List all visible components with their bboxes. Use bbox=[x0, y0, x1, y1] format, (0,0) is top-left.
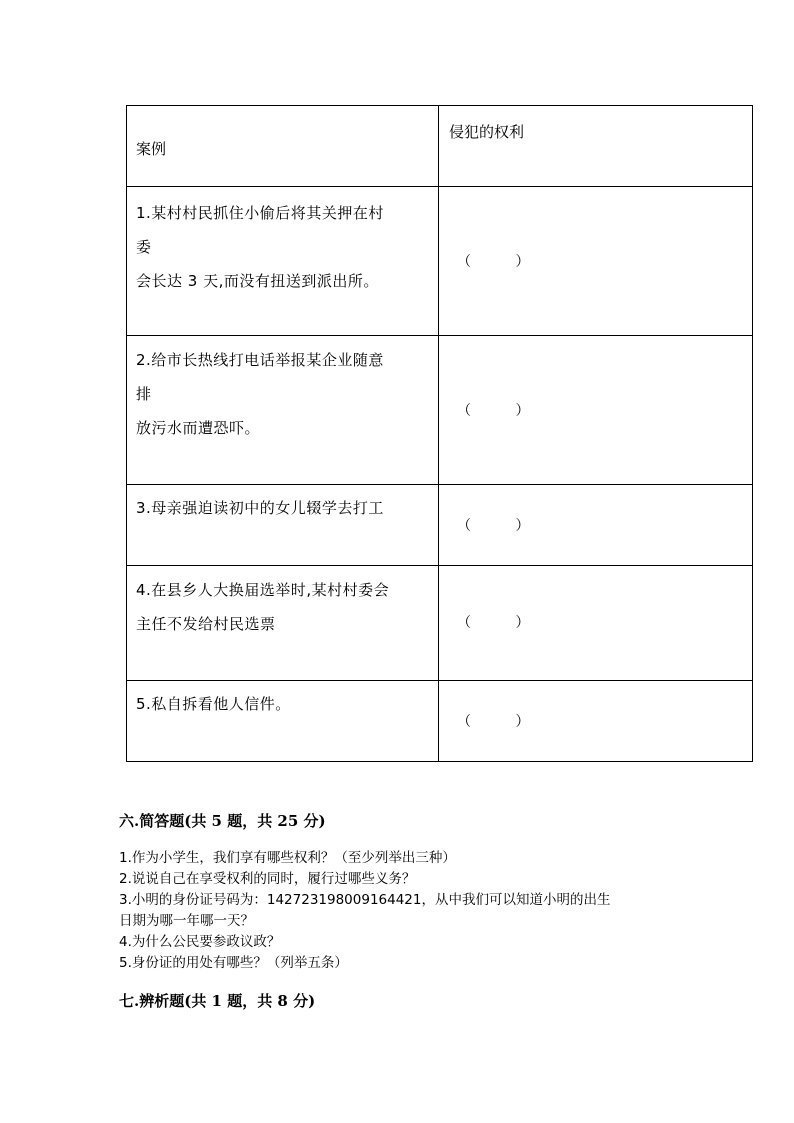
answer-blank[interactable]: （ ） bbox=[457, 518, 530, 534]
question-item: 2.说说自己在享受权利的同时，履行过哪些义务？ bbox=[119, 871, 416, 887]
answer-cell bbox=[439, 187, 753, 336]
case-line: 4.在县乡人大换届选举时,某村村委会 bbox=[136, 581, 390, 599]
table-row bbox=[127, 336, 753, 485]
case-line: 放污水而遭恐吓。 bbox=[136, 419, 261, 437]
header-right-label: 侵犯的权利 bbox=[449, 123, 525, 141]
answer-cell bbox=[439, 336, 753, 485]
case-line: 排 bbox=[136, 385, 152, 403]
header-case-label: 案例 bbox=[136, 140, 167, 158]
question-item: 5.身份证的用处有哪些？（列举五条） bbox=[119, 955, 348, 971]
case-cell bbox=[127, 187, 439, 336]
case-line: 1.某村村民抓住小偷后将其关押在村 bbox=[136, 204, 384, 222]
case-text bbox=[136, 687, 432, 721]
case-text bbox=[136, 343, 432, 445]
answer-cell bbox=[439, 681, 753, 762]
answer-blank[interactable]: （ ） bbox=[457, 403, 530, 419]
header-right-cell bbox=[439, 106, 753, 187]
case-cell bbox=[127, 485, 439, 566]
case-line: 5.私自拆看他人信件。 bbox=[136, 695, 291, 713]
question-item: 1.作为小学生，我们享有哪些权利？（至少列举出三种） bbox=[119, 850, 456, 866]
case-line: 2.给市长热线打电话举报某企业随意 bbox=[136, 351, 384, 369]
case-line: 会长达 3 天,而没有扭送到派出所。 bbox=[136, 272, 379, 290]
section-7-title: 七.辨析题(共 1 题，共 8 分) bbox=[119, 992, 316, 1010]
case-text bbox=[136, 196, 432, 298]
section-6-title: 六.简答题(共 5 题，共 25 分) bbox=[119, 812, 326, 830]
case-text bbox=[136, 491, 432, 525]
question-item: 4.为什么公民要参政议政？ bbox=[119, 934, 281, 950]
case-cell bbox=[127, 336, 439, 485]
table-row bbox=[127, 187, 753, 336]
answer-cell bbox=[439, 485, 753, 566]
table-row bbox=[127, 485, 753, 566]
table-row bbox=[127, 681, 753, 762]
case-cell bbox=[127, 681, 439, 762]
case-text bbox=[136, 573, 432, 641]
case-line: 3.母亲强迫读初中的女儿辍学去打工 bbox=[136, 499, 384, 517]
header-case-cell bbox=[127, 106, 439, 187]
rights-case-table bbox=[126, 105, 753, 762]
answer-cell bbox=[439, 566, 753, 681]
question-item: 日期为哪一年哪一天？ bbox=[119, 913, 254, 929]
answer-blank[interactable]: （ ） bbox=[457, 714, 530, 730]
question-list bbox=[119, 848, 610, 974]
case-line: 委 bbox=[136, 238, 152, 256]
case-cell bbox=[127, 566, 439, 681]
table-header-row bbox=[127, 106, 753, 187]
answer-blank[interactable]: （ ） bbox=[457, 615, 530, 631]
answer-blank[interactable]: （ ） bbox=[457, 254, 530, 270]
table-row bbox=[127, 566, 753, 681]
question-item: 3.小明的身份证号码为：142723198009164421，从中我们可以知道小明的出生 bbox=[119, 892, 611, 908]
case-line: 主任不发给村民选票 bbox=[136, 615, 276, 633]
